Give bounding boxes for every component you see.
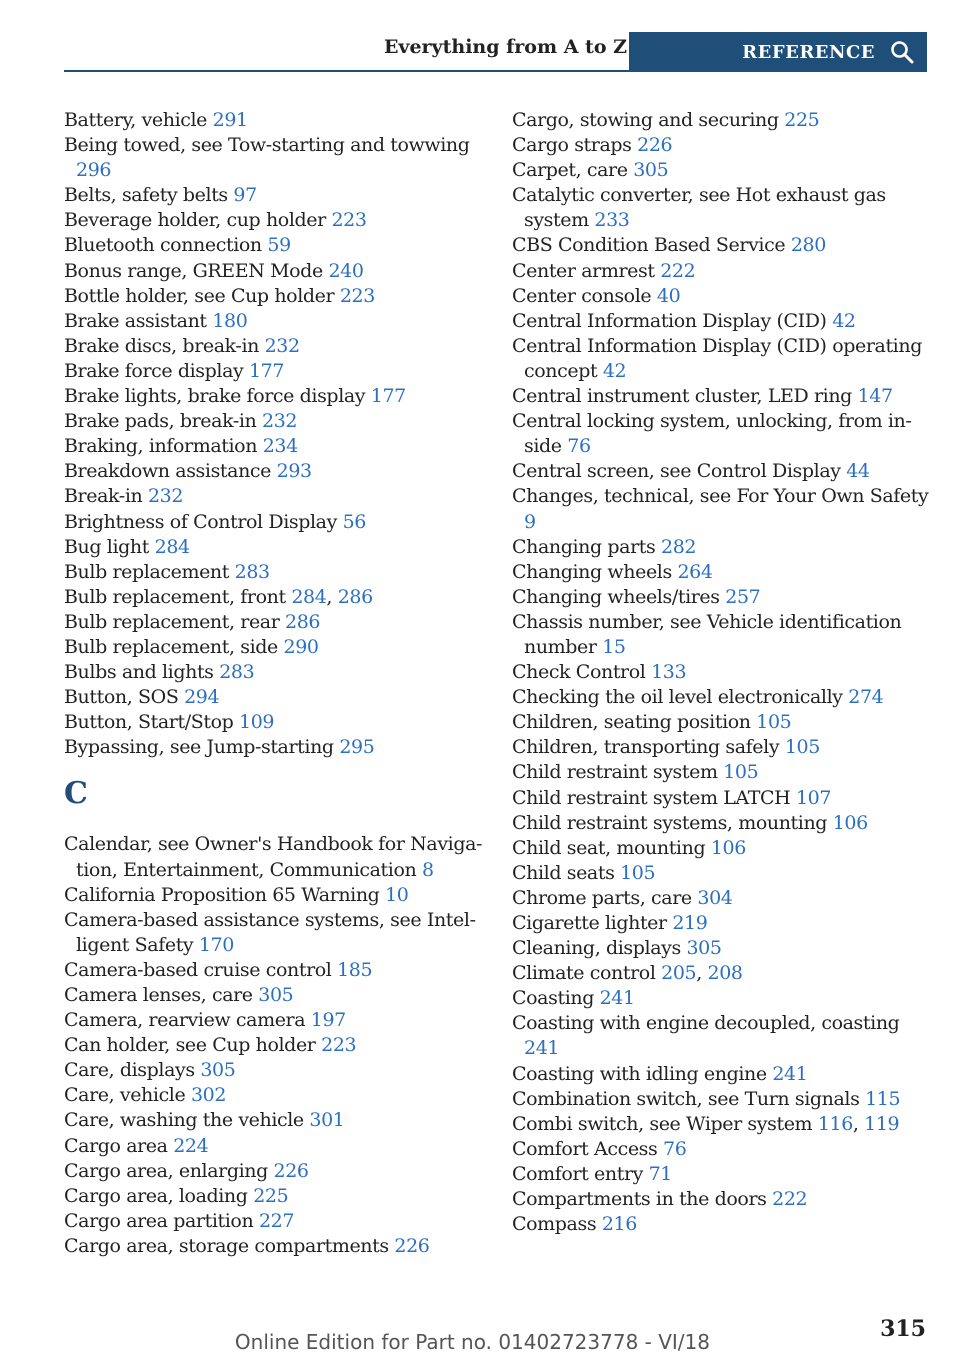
index-entry-label: Care, washing the vehicle xyxy=(64,1109,304,1132)
index-entry-label: Bottle holder, see Cup holder xyxy=(64,284,335,307)
index-entry: Bulb replacement, front 284, 286 xyxy=(64,585,373,608)
index-entry-label: Central locking system, unlocking, from inside xyxy=(512,410,912,458)
index-entry-label: Combination switch, see Turn signals xyxy=(512,1087,860,1110)
reference-tab-label: REFERENCE xyxy=(742,41,875,63)
index-entry xyxy=(512,886,932,911)
page-reference-link[interactable]: 293 xyxy=(276,460,312,483)
index-entry xyxy=(64,510,484,535)
index-group-b xyxy=(64,108,484,760)
page-reference-link[interactable]: 42 xyxy=(602,359,627,382)
index-entry xyxy=(512,384,932,409)
index-entry xyxy=(64,259,484,284)
index-entry-label: Calendar, see Owner's Handbook for Navigation, Entertainment, Communication xyxy=(64,833,483,881)
index-entry xyxy=(64,1184,484,1209)
index-entry xyxy=(64,883,484,908)
index-entry-label: Break-in xyxy=(64,485,143,508)
page-reference-link[interactable]: 305 xyxy=(686,937,722,960)
index-entry xyxy=(64,409,484,434)
index-entry-label: Changing wheels/tires xyxy=(512,585,720,608)
page-reference-link[interactable]: 226 xyxy=(637,134,673,157)
index-entry xyxy=(64,958,484,983)
index-entry xyxy=(512,1062,932,1087)
page-reference-link[interactable]: 283 xyxy=(234,560,270,583)
page-reference-link[interactable]: 224 xyxy=(173,1134,209,1157)
page-reference-link[interactable]: 223 xyxy=(339,284,375,307)
index-entry xyxy=(512,811,932,836)
index-entry xyxy=(512,1137,932,1162)
page-reference-link[interactable]: 71 xyxy=(648,1162,672,1185)
index-entry xyxy=(512,409,932,459)
page-reference-link[interactable]: 216 xyxy=(601,1213,637,1236)
index-entry xyxy=(512,233,932,258)
index-entry-label: Climate control xyxy=(512,962,656,985)
index-entry-label: Can holder, see Cup holder xyxy=(64,1034,316,1057)
page-reference-link[interactable]: 301 xyxy=(309,1109,345,1132)
index-entry-label: Checking the oil level electronically xyxy=(512,686,843,709)
index-entry-label: Breakdown assistance xyxy=(64,460,272,483)
index-entry-label: Center armrest xyxy=(512,259,655,282)
index-entry-label: Changes, technical, see For Your Own Safety xyxy=(512,485,929,508)
page-reference-link[interactable]: 302 xyxy=(190,1084,227,1107)
index-entry-label: Button, Start/Stop xyxy=(64,711,234,734)
index-entry-label: Compartments in the doors xyxy=(512,1188,767,1211)
index-entry-label: Camera-based assistance systems, see Intelligent Safety xyxy=(64,908,476,956)
index-entry xyxy=(512,836,932,861)
index-entry-label: Central instrument cluster, LED ring xyxy=(512,385,852,408)
index-entry-label: Chrome parts, care xyxy=(512,886,692,909)
index-entry xyxy=(512,760,932,785)
page-reference-link[interactable]: 170 xyxy=(198,933,234,956)
index-entry xyxy=(64,359,484,384)
index-entry: Climate control 205, 208 xyxy=(512,962,743,985)
page-reference-link[interactable]: 294 xyxy=(184,686,220,709)
index-entry-label: Cleaning, displays xyxy=(512,937,681,960)
page-reference-link[interactable]: 115 xyxy=(865,1087,901,1110)
search-icon[interactable] xyxy=(889,39,915,65)
page-reference-link[interactable]: 286 xyxy=(337,585,373,608)
page-reference-link[interactable]: 44 xyxy=(846,460,870,483)
index-entry-label: Brake lights, brake force display xyxy=(64,385,366,408)
index-entry-label: Brake assistant xyxy=(64,309,207,332)
index-entry xyxy=(512,535,932,560)
index-group-c-start xyxy=(64,832,484,1259)
index-entry-label: Child restraint system xyxy=(512,761,718,784)
page-reference-link[interactable]: 97 xyxy=(233,184,257,207)
page-reference-link[interactable]: 233 xyxy=(594,209,630,232)
index-entry-label: Comfort entry xyxy=(512,1162,643,1185)
index-entry-label: Child restraint system LATCH xyxy=(512,786,791,809)
page-reference-link[interactable]: 10 xyxy=(385,883,409,906)
index-entry-label: Cargo area partition xyxy=(64,1209,254,1232)
index-entry-label: Central Information Display (CID) operating concept xyxy=(512,334,922,382)
header-title: Everything from A to Z xyxy=(383,36,627,58)
index-entry-label: Bulb replacement, side xyxy=(64,635,278,658)
page-reference-link[interactable]: 274 xyxy=(848,686,884,709)
index-entry xyxy=(512,610,932,660)
page-reference-link[interactable]: 286 xyxy=(285,610,321,633)
index-entry xyxy=(64,1159,484,1184)
index-entry xyxy=(64,610,484,635)
page-reference-link[interactable]: 241 xyxy=(524,1037,560,1060)
page-reference-link[interactable]: 241 xyxy=(599,987,635,1010)
page-reference-link[interactable]: 133 xyxy=(651,661,687,684)
index-entry xyxy=(512,1187,932,1212)
page-footer xyxy=(0,1312,960,1352)
index-column-left xyxy=(64,108,484,1259)
index-entry xyxy=(512,710,932,735)
page-reference-link[interactable]: 290 xyxy=(283,635,319,658)
page-reference-link[interactable]: 197 xyxy=(310,1009,346,1032)
header-rule xyxy=(64,70,927,72)
index-entry-label: Central screen, see Control Display xyxy=(512,460,841,483)
index-entry-label: Button, SOS xyxy=(64,686,179,709)
page-reference-link[interactable]: 8 xyxy=(421,858,434,881)
index-entry xyxy=(512,685,932,710)
index-entry xyxy=(64,334,484,359)
index-entry-label: Camera, rearview camera xyxy=(64,1009,306,1032)
index-entry-label: Carpet, care xyxy=(512,159,628,182)
page-reference-link[interactable]: 119 xyxy=(864,1112,900,1135)
index-entry xyxy=(512,786,932,811)
index-entry-label: Camera-based cruise control xyxy=(64,958,332,981)
index-entry xyxy=(512,334,932,384)
page-reference-link[interactable]: 15 xyxy=(602,635,626,658)
index-entry xyxy=(64,1033,484,1058)
page-reference-link[interactable]: 223 xyxy=(321,1034,357,1057)
page-reference-link[interactable]: 222 xyxy=(772,1188,808,1211)
page-reference-link[interactable]: 147 xyxy=(857,385,893,408)
reference-tab[interactable] xyxy=(629,32,927,72)
page-reference-link[interactable]: 105 xyxy=(756,711,792,734)
index-entry xyxy=(64,108,484,133)
index-entry-label: Bonus range, GREEN Mode xyxy=(64,259,323,282)
index-entry xyxy=(64,660,484,685)
index-entry-label: Cigarette lighter xyxy=(512,912,667,934)
index-entry-label: Center console xyxy=(512,284,652,307)
index-entry xyxy=(512,1087,932,1112)
index-entry-label: Coasting xyxy=(512,987,594,1010)
index-entry-label: Combi switch, see Wiper system xyxy=(512,1112,813,1135)
index-entry xyxy=(64,309,484,334)
page-reference-link[interactable]: 105 xyxy=(620,861,656,884)
index-entry-label: Child restraint systems, mounting xyxy=(512,811,828,834)
index-entry-label: Battery, vehicle xyxy=(64,109,208,131)
page-reference-link[interactable]: 232 xyxy=(264,334,300,357)
index-entry-label: Bulb replacement, rear xyxy=(64,610,280,633)
page-reference-link[interactable]: 296 xyxy=(76,159,112,182)
page-reference-link[interactable]: 280 xyxy=(790,234,826,257)
index-entry xyxy=(512,1011,932,1061)
index-entry xyxy=(512,259,932,284)
index-entry-label: Children, seating position xyxy=(512,711,751,734)
index-entry-label: Compass xyxy=(512,1213,597,1236)
page-reference-link[interactable]: 40 xyxy=(656,284,681,307)
index-entry-label: Changing parts xyxy=(512,535,656,558)
index-entry xyxy=(512,1212,932,1237)
index-entry-label: Bluetooth connection xyxy=(64,234,262,257)
index-entry xyxy=(512,108,932,133)
page-reference-link[interactable]: 9 xyxy=(524,510,536,533)
page-reference-link[interactable]: 305 xyxy=(633,159,669,182)
index-entry-label: Coasting with idling engine xyxy=(512,1062,767,1085)
index-entry-label: Braking, information xyxy=(64,435,258,458)
index-entry-label: Brake pads, break-in xyxy=(64,410,257,433)
index-entry-label: Bulbs and lights xyxy=(64,661,214,684)
index-entry xyxy=(512,585,932,610)
index-entry-label: Brake force display xyxy=(64,359,244,382)
index-entry xyxy=(512,133,932,158)
page-reference-link[interactable]: 208 xyxy=(707,962,743,985)
page-reference-link[interactable]: 304 xyxy=(697,886,733,909)
index-entry-label: Child seats xyxy=(512,861,615,884)
page-reference-link[interactable]: 305 xyxy=(200,1059,236,1082)
page-reference-link[interactable]: 223 xyxy=(331,209,367,232)
index-entry-label: Catalytic converter, see Hot exhaust gas system xyxy=(512,184,886,232)
index-entry-label: Care, vehicle xyxy=(64,1084,186,1107)
index-entry xyxy=(512,861,932,886)
page-reference-link[interactable]: 180 xyxy=(212,309,248,332)
index-entry-label: Bypassing, see Jump-starting xyxy=(64,736,334,759)
page-reference-link[interactable]: 109 xyxy=(239,711,275,734)
index-entry xyxy=(64,710,484,735)
index-entry-label: Brightness of Control Display xyxy=(64,510,337,533)
index-entry xyxy=(64,685,484,710)
index-entry-label: Bulb replacement, front xyxy=(64,585,286,608)
page-reference-link[interactable]: 106 xyxy=(832,811,868,834)
page-reference-link[interactable]: 105 xyxy=(723,761,759,784)
index-entry xyxy=(64,535,484,560)
index-entry xyxy=(64,284,484,309)
index-entry xyxy=(64,434,484,459)
index-entry-label: CBS Condition Based Service xyxy=(512,234,786,257)
page-reference-link[interactable]: 295 xyxy=(339,736,375,759)
page-reference-link[interactable]: 284 xyxy=(154,535,190,558)
index-entry-label: Cargo area, enlarging xyxy=(64,1159,268,1182)
page-reference-link[interactable]: 116 xyxy=(817,1112,853,1135)
page-reference-link[interactable]: 232 xyxy=(262,410,298,433)
index-entry xyxy=(512,1162,932,1187)
index-entry-label: Bug light xyxy=(64,535,149,558)
index-entry-label: Cargo area, storage compartments xyxy=(64,1234,389,1257)
index-entry xyxy=(512,484,932,534)
page-reference-link[interactable]: 305 xyxy=(258,984,294,1006)
index-group-c-cont xyxy=(512,108,932,1237)
page-reference-link[interactable]: 225 xyxy=(253,1184,289,1207)
page-reference-link[interactable]: 226 xyxy=(394,1234,430,1257)
index-entry-label: Bulb replacement xyxy=(64,560,229,583)
index-entry-label: Camera lenses, care xyxy=(64,984,253,1006)
index-entry xyxy=(64,832,484,882)
index-entry-label: California Proposition 65 Warning xyxy=(64,883,380,906)
page-reference-link[interactable]: 234 xyxy=(262,435,298,458)
page-reference-link[interactable]: 291 xyxy=(212,109,248,131)
index-entry xyxy=(512,936,932,961)
page-reference-link[interactable]: 219 xyxy=(672,912,708,934)
page-reference-link[interactable]: 240 xyxy=(328,259,364,282)
index-entry xyxy=(64,635,484,660)
page-reference-link[interactable]: 222 xyxy=(660,259,696,282)
index-entry xyxy=(64,735,484,760)
page-reference-link[interactable]: 282 xyxy=(661,535,697,558)
index-entry-label: Belts, safety belts xyxy=(64,184,228,207)
index-entry xyxy=(64,1083,484,1108)
page-reference-link[interactable]: 227 xyxy=(258,1209,295,1232)
index-entry xyxy=(512,735,932,760)
index-column-right xyxy=(512,108,932,1237)
index-entry xyxy=(64,908,484,958)
page-reference-link[interactable]: 257 xyxy=(725,585,761,608)
page-reference-link[interactable]: 76 xyxy=(567,435,591,458)
index-entry xyxy=(512,158,932,183)
page-header xyxy=(64,32,927,72)
page-reference-link[interactable]: 107 xyxy=(795,786,832,809)
edition-text: Online Edition for Part no. 01402723778 - VI/18 xyxy=(234,1330,710,1354)
page-reference-link[interactable]: 177 xyxy=(248,359,285,382)
index-entry-label: Coasting with engine decoupled, coasting xyxy=(512,1012,900,1035)
index-entry-label: Check Control xyxy=(512,661,646,684)
index-entry-label: Cargo, stowing and securing xyxy=(512,109,779,131)
index-entry xyxy=(64,560,484,585)
index-entry xyxy=(512,986,932,1011)
index-entry-label: Comfort Access xyxy=(512,1137,658,1160)
index-entry xyxy=(512,284,932,309)
index-entry xyxy=(512,459,932,484)
page-reference-link[interactable]: 177 xyxy=(370,385,406,408)
index-entry xyxy=(512,183,932,233)
section-letter-c: C xyxy=(64,776,88,812)
index-entry xyxy=(64,208,484,233)
index-entry xyxy=(64,133,484,183)
index-entry xyxy=(64,484,484,509)
page-reference-link[interactable]: 76 xyxy=(663,1137,687,1160)
page-reference-link[interactable]: 284 xyxy=(291,585,327,608)
index-entry xyxy=(64,183,484,208)
index-entry xyxy=(64,233,484,258)
index-entry: Combi switch, see Wiper system 116, 119 xyxy=(512,1112,900,1135)
page-reference-link[interactable]: 42 xyxy=(832,309,856,332)
index-entry xyxy=(64,1134,484,1159)
index-entry-label: Brake discs, break-in xyxy=(64,334,259,357)
page-reference-link[interactable]: 283 xyxy=(219,661,255,684)
page-reference-link[interactable]: 56 xyxy=(342,510,366,533)
index-entry xyxy=(64,1234,484,1259)
index-entry xyxy=(512,560,932,585)
index-entry xyxy=(64,459,484,484)
index-entry xyxy=(64,384,484,409)
index-entry-label: Cargo straps xyxy=(512,134,632,157)
index-entry xyxy=(64,1108,484,1133)
index-entry xyxy=(64,1058,484,1083)
index-entry xyxy=(512,660,932,685)
page-number: 315 xyxy=(880,1316,926,1342)
page-reference-link[interactable]: 59 xyxy=(267,234,291,257)
index-entry xyxy=(64,1008,484,1033)
page-reference-link[interactable]: 185 xyxy=(337,958,373,981)
page-reference-link[interactable]: 232 xyxy=(147,485,184,508)
page-reference-link[interactable]: 105 xyxy=(784,736,820,759)
page-reference-link[interactable]: 264 xyxy=(677,560,713,583)
index-entry xyxy=(64,1209,484,1234)
index-entry-label: Children, transporting safely xyxy=(512,736,780,759)
index-entry xyxy=(512,911,932,936)
page-reference-link[interactable]: 226 xyxy=(273,1159,309,1182)
index-entry xyxy=(64,983,484,1008)
page-reference-link[interactable]: 205 xyxy=(661,962,697,985)
page-reference-link[interactable]: 241 xyxy=(772,1062,808,1085)
index-entry-label: Cargo area xyxy=(64,1134,168,1157)
page-reference-link[interactable]: 106 xyxy=(710,836,746,859)
index-entry-label: Cargo area, loading xyxy=(64,1184,248,1207)
index-entry-label: Central Information Display (CID) xyxy=(512,309,827,332)
index-entry-label: Being towed, see Tow-starting and towwing xyxy=(64,134,470,157)
index-entry-label: Chassis number, see Vehicle identification number xyxy=(512,610,902,658)
index-entry-label: Care, displays xyxy=(64,1059,195,1082)
index-entry-label: Child seat, mounting xyxy=(512,836,706,859)
index-entry-label: Changing wheels xyxy=(512,560,672,583)
index-entry-label: Beverage holder, cup holder xyxy=(64,209,326,232)
index-entry xyxy=(512,309,932,334)
page-reference-link[interactable]: 225 xyxy=(784,109,820,131)
